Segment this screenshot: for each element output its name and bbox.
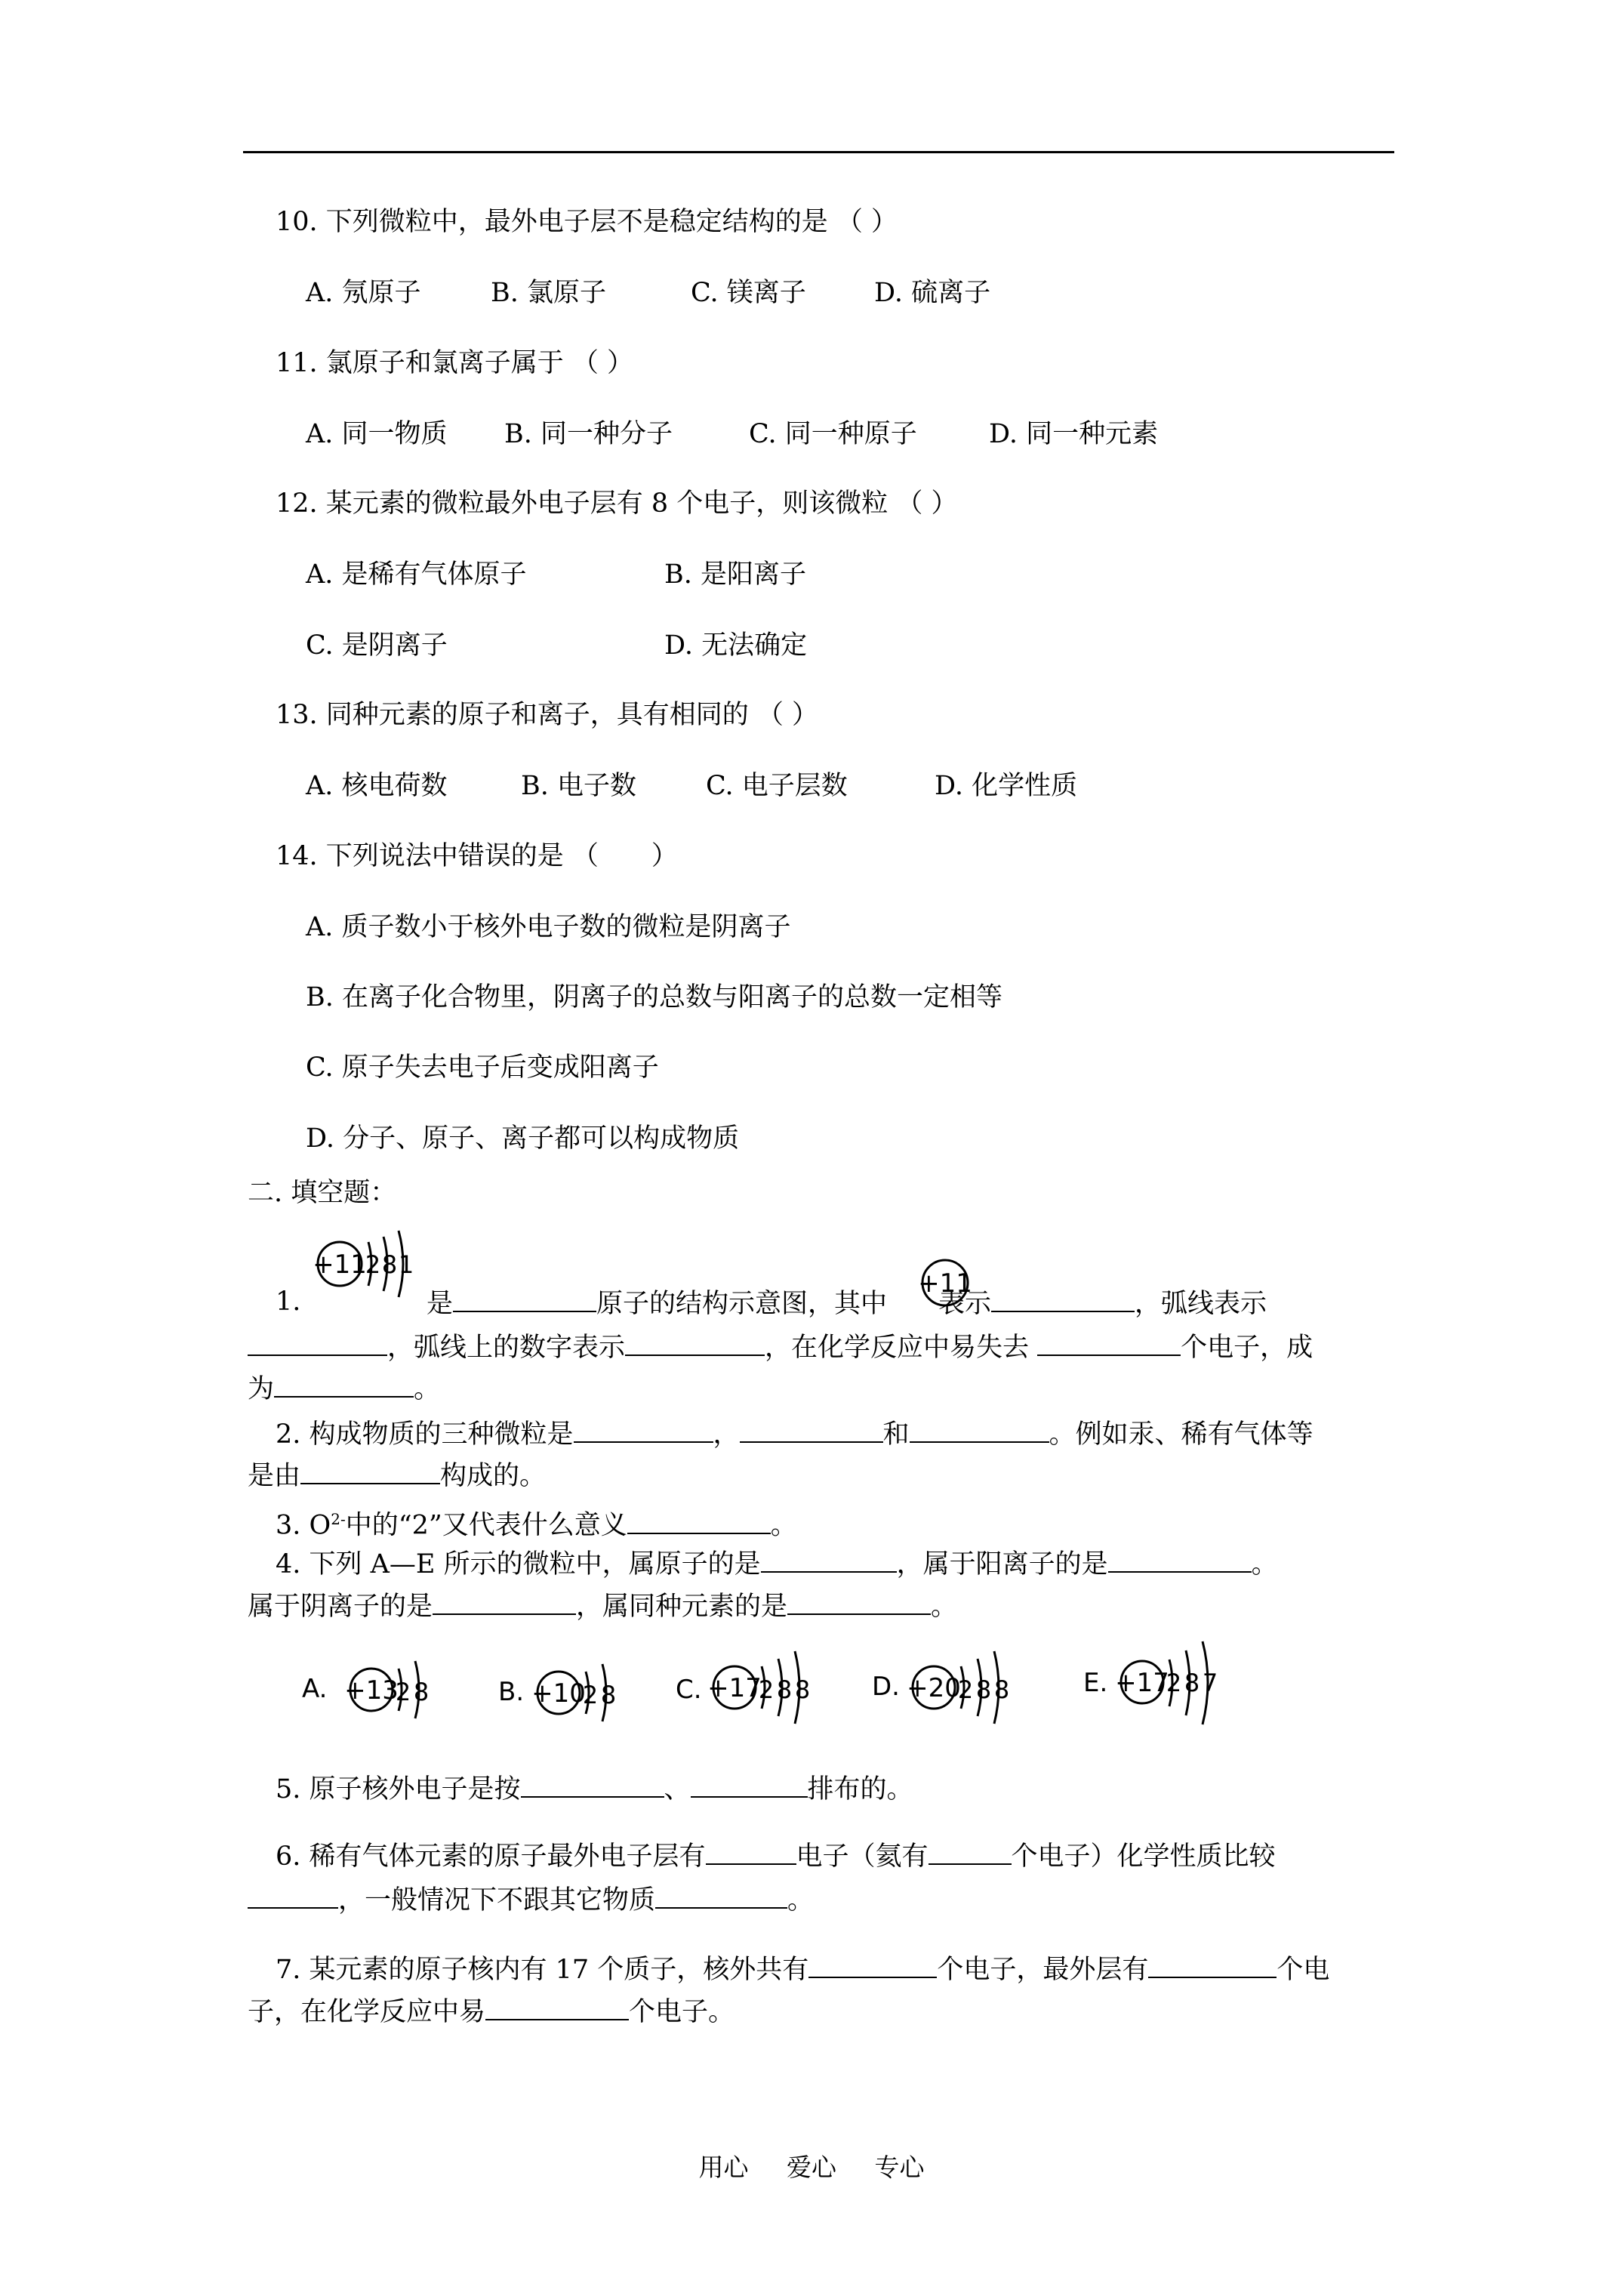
diagram-shell-1: 2 — [365, 1250, 381, 1279]
q14-option-a: A. 质子数小于核外电子数的微粒是阴离子 — [306, 912, 791, 942]
fill5-line: 5. 原子核外电子是按 、 排布的。 — [276, 1771, 913, 1806]
fill1-line3: 为 。 — [248, 1370, 440, 1406]
fill1-number: 1. — [276, 1287, 301, 1317]
q10-stem: 10. 下列微粒中，最外电子层不是稳定结构的是 （ ） — [276, 207, 898, 237]
svg-text:2: 2 — [1166, 1669, 1182, 1697]
fill4-blank-1[interactable] — [761, 1546, 897, 1573]
q13-option-d: D. 化学性质 — [935, 771, 1078, 801]
section-heading: 二. 填空题： — [248, 1178, 397, 1208]
fill7-line1: 7. 某元素的原子核内有 17 个质子，核外共有 个电子，最外层有 个电 — [276, 1951, 1329, 1986]
svg-text:+17: +17 — [707, 1673, 762, 1703]
svg-text:8: 8 — [776, 1675, 793, 1704]
inline-nucleus-label: +11 — [918, 1268, 972, 1299]
svg-text:7: 7 — [1202, 1669, 1218, 1697]
fill1-line2: ，弧线上的数字表示 ，在化学反应中易失去 个电子，成 — [248, 1329, 1313, 1364]
q14-option-b: B. 在离子化合物里，阴离子的总数与阳离子的总数一定相等 — [306, 982, 1002, 1012]
q12-stem: 12. 某元素的微粒最外电子层有 8 个电子，则该微粒 （ ） — [276, 488, 958, 519]
fill1-blank-1[interactable] — [453, 1285, 596, 1312]
fill6-blank-4[interactable] — [655, 1881, 787, 1909]
fill6-line2: ，一般情况下不跟其它物质 。 — [248, 1881, 814, 1917]
fill3-blank-1[interactable] — [627, 1507, 771, 1534]
fill6-blank-3[interactable] — [248, 1881, 338, 1909]
diagram-nucleus-label: +11 — [313, 1250, 367, 1280]
fill5-blank-1[interactable] — [521, 1771, 664, 1798]
fill2-blank-3[interactable] — [910, 1416, 1049, 1443]
q10-option-c: C. 镁离子 — [691, 278, 806, 308]
fill1-line1: 是 原子的结构示意图，其中 表示 ，弧线表示 — [427, 1285, 1267, 1321]
fill4-line1: 4. 下列 A—E 所示的微粒中，属原子的是 ，属于阳离子的是 。 — [276, 1546, 1278, 1581]
q13-option-c: C. 电子层数 — [706, 771, 848, 801]
q13-option-a: A. 核电荷数 — [306, 771, 448, 801]
diagram-shell-2: 8 — [381, 1250, 398, 1279]
svg-text:2: 2 — [758, 1675, 775, 1704]
q14-option-c: C. 原子失去电子后变成阳离子 — [306, 1052, 659, 1083]
fill6-blank-2[interactable] — [929, 1838, 1012, 1865]
q13-stem: 13. 同种元素的原子和离子，具有相同的 （ ） — [276, 700, 819, 730]
svg-text:C.: C. — [676, 1675, 702, 1705]
q11-option-d: D. 同一种元素 — [989, 419, 1159, 449]
svg-text:+20: +20 — [907, 1673, 961, 1703]
nucleus-plus11-icon — [919, 1256, 972, 1309]
fill7-blank-1[interactable] — [808, 1951, 937, 1978]
fill3-line: 3. $O^{2-}$中的“2”又代表什么意义 。 — [276, 1502, 797, 1542]
atom-diagram-c — [676, 1635, 842, 1740]
fill1-blank-5[interactable] — [1037, 1329, 1181, 1356]
svg-text:8: 8 — [413, 1678, 430, 1706]
fill7-blank-3[interactable] — [485, 1993, 629, 2020]
fill6-line1: 6. 稀有气体元素的原子最外电子层有 电子（氦有 个电子）化学性质比较 — [276, 1838, 1276, 1873]
svg-text:8: 8 — [1184, 1669, 1200, 1697]
svg-text:A.: A. — [302, 1674, 328, 1704]
atom-diagram-a — [302, 1640, 460, 1738]
fill1-blank-2[interactable] — [991, 1285, 1135, 1312]
fill2-line2: 是由 构成的。 — [248, 1457, 546, 1493]
fill2-line1: 2. 构成物质的三种微粒是 ， 和 。例如汞、稀有气体等 — [276, 1416, 1313, 1451]
fill4-blank-2[interactable] — [1108, 1546, 1252, 1573]
fill1-blank-4[interactable] — [625, 1329, 765, 1356]
svg-text:+17: +17 — [1115, 1668, 1169, 1698]
svg-text:8: 8 — [794, 1675, 811, 1704]
svg-text:2: 2 — [582, 1681, 599, 1709]
atom-diagram-b — [498, 1640, 657, 1738]
svg-text:D.: D. — [872, 1672, 900, 1702]
svg-text:2: 2 — [395, 1678, 411, 1706]
svg-text:8: 8 — [993, 1675, 1010, 1704]
fill6-blank-1[interactable] — [706, 1838, 796, 1865]
svg-text:E.: E. — [1083, 1668, 1108, 1698]
q14-stem: 14. 下列说法中错误的是 （ ） — [276, 841, 678, 871]
fill4-line2: 属于阴离子的是 ，属同种元素的是 。 — [248, 1588, 957, 1623]
svg-text:+13: +13 — [344, 1675, 399, 1706]
fill7-line2: 子，在化学反应中易 个电子。 — [248, 1993, 735, 2029]
q13-option-b: B. 电子数 — [521, 771, 636, 801]
fill4-blank-3[interactable] — [433, 1588, 576, 1615]
fill1-blank-6[interactable] — [274, 1370, 414, 1398]
header-rule — [243, 151, 1394, 153]
q10-option-a: A. 氖原子 — [306, 278, 421, 308]
q12-option-a: A. 是稀有气体原子 — [306, 559, 527, 590]
page-footer: 用心 爱心 专心 — [698, 2153, 925, 2182]
svg-text:+10: +10 — [531, 1678, 586, 1709]
svg-text:8: 8 — [600, 1681, 617, 1709]
q11-option-c: C. 同一种原子 — [749, 419, 917, 449]
q12-option-c: C. 是阴离子 — [306, 630, 448, 661]
q12-option-b: B. 是阳离子 — [664, 559, 806, 590]
diagram-shell-3: 1 — [398, 1250, 414, 1279]
svg-text:2: 2 — [957, 1675, 974, 1704]
fill5-blank-2[interactable] — [691, 1771, 808, 1798]
fill2-blank-4[interactable] — [300, 1457, 440, 1484]
atom-diagram-d — [872, 1635, 1038, 1740]
q14-option-d: D. 分子、原子、离子都可以构成物质 — [306, 1123, 740, 1154]
atom-diagram-e — [1083, 1631, 1257, 1740]
fill1-blank-3[interactable] — [248, 1329, 387, 1356]
q11-option-a: A. 同一物质 — [306, 419, 448, 449]
q11-stem: 11. 氯原子和氯离子属于 （ ） — [276, 348, 634, 378]
fill7-blank-2[interactable] — [1148, 1951, 1277, 1978]
sodium-structure-diagram — [313, 1216, 429, 1314]
q11-option-b: B. 同一种分子 — [504, 419, 673, 449]
q10-option-b: B. 氯原子 — [491, 278, 606, 308]
q10-option-d: D. 硫离子 — [874, 278, 991, 308]
svg-text:8: 8 — [975, 1675, 992, 1704]
svg-text:B.: B. — [498, 1677, 525, 1707]
fill2-blank-1[interactable] — [574, 1416, 713, 1443]
q12-option-d: D. 无法确定 — [664, 630, 808, 661]
fill2-blank-2[interactable] — [740, 1416, 883, 1443]
fill4-blank-4[interactable] — [787, 1588, 931, 1615]
